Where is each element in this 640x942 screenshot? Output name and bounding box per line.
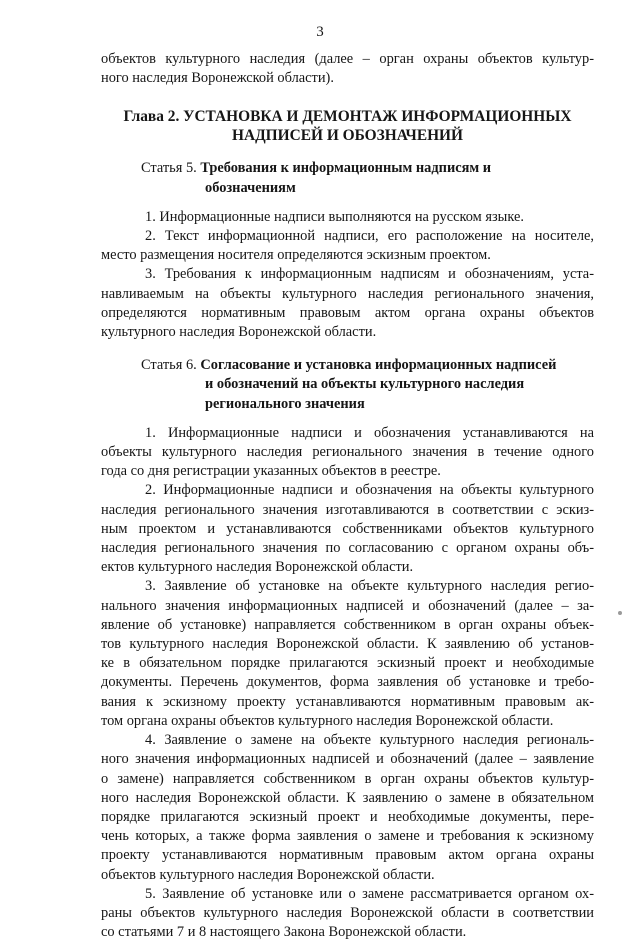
text-line: том органа охраны объектов культурного наследия Воронежской области.: [101, 712, 554, 729]
article-6-title-line: регионального значения: [205, 395, 365, 412]
text-line: наследия регионального значения изготавливаются в соответствии с эскиз-: [101, 501, 594, 518]
chapter-heading: [101, 107, 594, 145]
text-line: ного значения информационных надписей и обозначений (далее – заявление: [101, 751, 594, 768]
chapter-heading-line: НАДПИСЕЙ И ОБОЗНАЧЕНИЙ: [232, 127, 463, 145]
text-line: 5. Заявление об установке или о замене рассматривается органом ох-: [145, 885, 594, 902]
text-line: 3. Заявление об установке на объекте культурного наследия регио-: [145, 578, 594, 595]
article-5-paragraph-1: [101, 208, 594, 227]
article-6-paragraph-1: [101, 424, 594, 482]
text-line: объекты культурного наследия регионального значения в течение одного: [101, 444, 594, 461]
page-number: 3: [316, 24, 324, 40]
text-line: 1. Информационные надписи выполняются на русском языке.: [145, 208, 524, 225]
text-line: ным проектом и устанавливаются собственниками объектов культурного: [101, 520, 594, 537]
text-line: объектов культурного наследия (далее – орган охраны объектов культур-: [101, 51, 594, 67]
text-line: раны объектов культурного наследия Воронежской области в соответствии: [101, 904, 594, 921]
text-line: 4. Заявление о замене на объекте культурного наследия региональ-: [145, 732, 594, 749]
article-5-heading: [141, 159, 594, 197]
text-line: культурного наследия Воронежской области.: [101, 324, 377, 341]
article-6-paragraph-4: [101, 731, 594, 885]
text-line: со статьями 7 и 8 настоящего Закона Воронежской области.: [101, 924, 467, 941]
scan-speck: [618, 611, 622, 615]
text-line: наследия регионального значения по согласованию с органом охраны объ-: [101, 540, 594, 557]
text-line: 3. Требования к информационным надписям и обозначениям, уста-: [145, 266, 594, 283]
article-6-paragraph-5: [101, 885, 594, 942]
intro-paragraph: [101, 50, 594, 88]
text-line: 2. Информационные надписи и обозначения на объекты культурного: [145, 482, 594, 499]
text-line: место размещения носителя определяются эскизным проектом.: [101, 247, 491, 264]
text-line: объектов культурного наследия Воронежской области.: [101, 866, 435, 883]
text-line: документы. Перечень документов, форма заявления об установке и требо-: [101, 674, 594, 691]
article-6-paragraph-3: [101, 577, 594, 731]
text-line: нального значения информационных надписей и обозначений (далее – за-: [101, 597, 594, 614]
text-line: определяются нормативным правовым актом органа охраны объектов: [101, 304, 594, 321]
text-line: ного наследия Воронежской области).: [101, 70, 334, 87]
text-line: явление об установке) направляется собственником в орган охраны объек-: [101, 616, 594, 633]
text-line: ектов культурного наследия Воронежской области.: [101, 559, 414, 576]
article-6-prefix: Статья 6.: [141, 357, 197, 374]
article-6-title-line: Согласование и установка информационных надписей: [200, 357, 557, 374]
article-5-paragraph-3: [101, 265, 594, 342]
text-line: 2. Текст информационной надписи, его расположение на носителе,: [145, 228, 594, 245]
article-5-title-line: Требования к информационным надписям и: [200, 160, 492, 177]
text-line: вания к эскизному проекту устанавливаются нормативным правовым ак-: [101, 693, 594, 710]
text-line: навливаемым на объекты культурного наследия регионального значения,: [101, 285, 594, 302]
text-line: порядке прилагаются эскизный проект и необходимые документы, пере-: [101, 808, 594, 825]
article-5-prefix: Статья 5.: [141, 160, 197, 177]
text-line: ке в обязательном порядке прилагаются эскизный проект и необходимые: [101, 655, 594, 672]
text-line: чень которых, а также форма заявления о замене и требования к эскизному: [101, 828, 594, 845]
article-6-title-line: и обозначений на объекты культурного наследия: [205, 376, 525, 393]
article-6-paragraph-2: [101, 481, 594, 577]
text-line: проекту устанавливаются нормативным правовым актом органа охраны: [101, 847, 594, 864]
article-5-title-line: обозначениям: [205, 179, 296, 196]
text-line: года со дня регистрации указанных объектов в реестре.: [101, 463, 441, 480]
chapter-heading-line: Глава 2. УСТАНОВКА И ДЕМОНТАЖ ИНФОРМАЦИОННЫХ: [123, 108, 572, 126]
article-5-paragraph-2: [101, 227, 594, 265]
document-body: [101, 50, 594, 942]
article-6-heading: [141, 356, 594, 414]
text-line: 1. Информационные надписи и обозначения устанавливаются на: [145, 424, 594, 441]
text-line: ного наследия Воронежской области. К заявлению о замене в обязательном: [101, 789, 594, 806]
text-line: о замене) направляется собственником в орган охраны объектов культур-: [101, 770, 594, 787]
text-line: тов культурного наследия Воронежской области. К заявлению об установ-: [101, 636, 594, 653]
